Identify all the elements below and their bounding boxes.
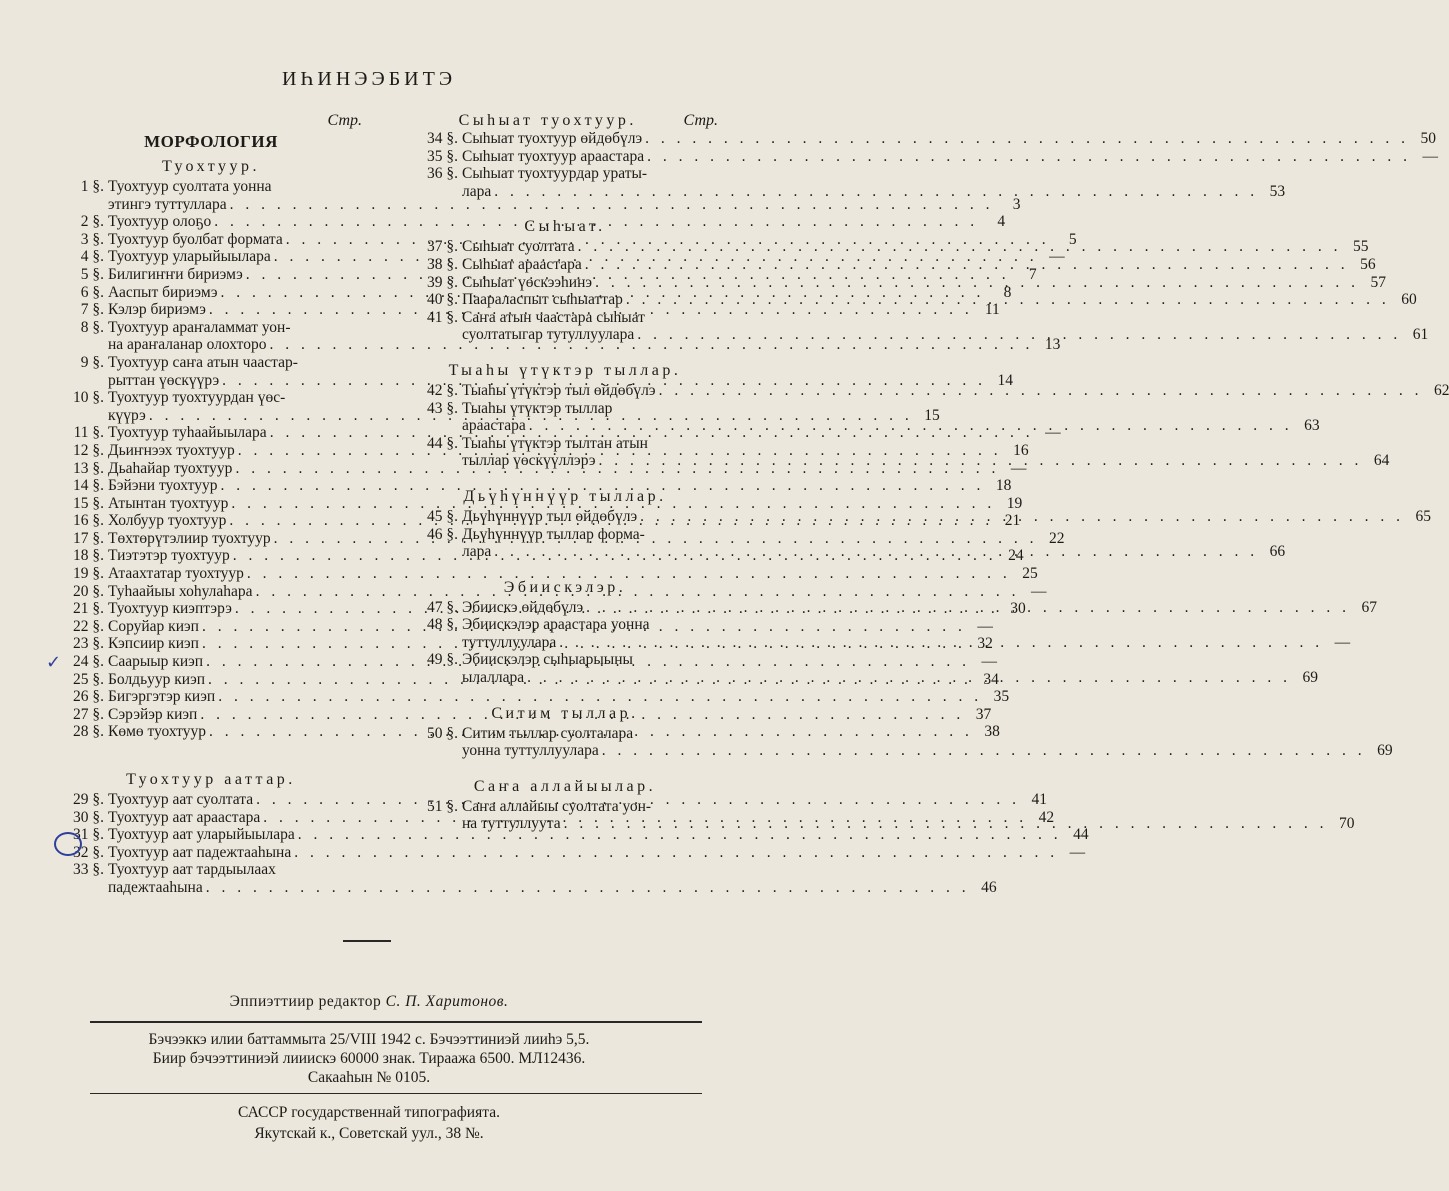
entry-line	[462, 669, 1318, 687]
section-heading: Эбиискэлэр.	[503, 578, 627, 596]
entry-page: 19	[1006, 494, 1023, 512]
entry-line-text: Туохтуур аат падежтааһына	[108, 843, 292, 861]
entry-number: 36 §.	[427, 165, 458, 183]
entry-line	[462, 815, 1354, 833]
entry-number: 44 §.	[427, 434, 458, 452]
page-label-left: Стр.	[327, 112, 362, 129]
entry-text	[462, 526, 1285, 561]
entry-number: 21 §.	[73, 600, 104, 618]
entry-text	[462, 165, 1285, 200]
entry-page: —	[981, 653, 997, 671]
entry-page: 61	[1412, 326, 1429, 344]
entry-line	[462, 651, 1318, 669]
entry-line-text: Туһаайыы хоһулаһара	[108, 582, 253, 600]
entry-number: 34 §.	[427, 130, 458, 147]
entry-page: 7	[1028, 265, 1037, 283]
toc-entry	[412, 165, 1286, 200]
entry-number: 19 §.	[73, 565, 104, 583]
leader-dots	[644, 148, 1411, 166]
entry-line-text: Сыһыат туохтуур өйдөбүлэ	[462, 130, 643, 147]
entry-number: 47 §.	[427, 598, 458, 616]
entry-page: 11	[984, 301, 1000, 319]
entry-line-text: Тыаһы үтүктэр тылтан атын	[462, 434, 648, 452]
entry-number: 25 §.	[73, 670, 104, 688]
editor-label: Эппиэттиир редактор	[229, 993, 382, 1010]
entry-page: 3	[1012, 195, 1021, 213]
entry-page: 42	[1038, 808, 1055, 826]
editor-name: С. П. Харитонов.	[385, 993, 509, 1010]
toc-entry	[412, 130, 1436, 148]
divider	[90, 1021, 702, 1023]
morphology-heading: МОРФОЛОГИЯ	[144, 132, 278, 151]
entry-line	[462, 148, 1438, 166]
editor-line	[0, 993, 738, 1011]
toc-entry	[60, 688, 1010, 706]
entry-number: 33 §.	[73, 861, 104, 879]
entry-line-text: Дьүһүннүүр тыллар форма-	[462, 525, 645, 543]
entry-page: —	[1030, 582, 1047, 600]
entry-page: —	[977, 617, 993, 635]
entry-line-text: Сыһыат үөскээһинэ	[462, 273, 593, 291]
entry-line-text: Сыһыат туохтуурдар ураты-	[462, 165, 648, 183]
entry-line-text: Туохтуур туохтуурдан үөс-	[108, 389, 286, 407]
entry-number: 50 §.	[427, 724, 458, 742]
entry-line	[462, 452, 1389, 470]
entry-line	[462, 274, 1386, 292]
toc-entry	[412, 291, 1417, 309]
entry-page: —	[1422, 147, 1439, 165]
entry-line	[462, 435, 1389, 453]
entry-line-text: Паараласпыт сыһыаттар	[462, 291, 623, 309]
entry-line-text: ылаллара	[462, 669, 525, 687]
entry-text	[462, 798, 1354, 833]
section-heading: Туохтуур ааттар.	[126, 771, 296, 788]
entry-text	[462, 274, 1386, 292]
entry-page: 64	[1373, 452, 1390, 470]
leader-dots	[642, 130, 1409, 148]
entry-line-text: тыллар үөскүүллэрэ	[462, 452, 596, 470]
entry-text	[462, 599, 1377, 617]
entry-line-text: Туохтуур саҥа атын чаастар-	[108, 353, 298, 371]
entry-line	[462, 798, 1354, 816]
entry-text	[462, 256, 1376, 274]
toc-entry	[412, 147, 1439, 166]
entry-line-text: Бигэргэтэр киэп	[108, 688, 216, 706]
entry-number: 10 §.	[73, 389, 104, 407]
entry-line-text: Соруйар киэп	[108, 617, 199, 635]
entry-line-text: Кэпсиир киэп	[108, 635, 199, 653]
entry-line-text: Сыһыат туохтуур араастара	[462, 147, 645, 165]
entry-page: 67	[1361, 598, 1378, 616]
print-line: Биир бэчээттиниэй лииискэ 60000 знак. Тираажа 6500. МЛ12436.	[152, 1050, 586, 1067]
entry-line	[462, 238, 1369, 256]
leader-dots	[203, 879, 970, 897]
entry-number: 5 §.	[80, 265, 104, 283]
toc-entry	[60, 843, 1086, 862]
entry-page: —	[1049, 248, 1065, 266]
leader-dots	[582, 256, 1349, 274]
leader-dots	[556, 634, 1323, 652]
entry-line-text: Билигиҥҥи бириэмэ	[108, 265, 243, 283]
page-title: ИҺИНЭЭБИТЭ	[281, 68, 457, 90]
entry-page: 13	[1044, 336, 1061, 354]
entry-number: 4 §.	[80, 248, 104, 266]
entry-line	[108, 844, 1085, 862]
print-info	[0, 1030, 738, 1087]
divider	[343, 940, 391, 942]
toc-entry	[412, 381, 1449, 400]
entry-line-text: Туохтуур аат тардыылаах	[108, 861, 276, 879]
leader-dots	[561, 815, 1328, 833]
entry-line-text: Атаахтатар туохтуур	[108, 565, 244, 583]
entry-page: 44	[1073, 826, 1089, 844]
section-heading: Сыһыат.	[524, 218, 606, 236]
entry-line	[462, 400, 1320, 418]
entry-number: 20 §.	[73, 582, 104, 600]
entry-line-text: Тиэтэтэр туохтуур	[108, 547, 230, 565]
entry-number: 30 §.	[73, 808, 104, 826]
section-heading: Сыһыат туохтуур.	[458, 112, 637, 129]
toc-entry	[60, 861, 997, 896]
entry-line-text: Сэрэйэр киэп	[108, 705, 198, 723]
entry-line-text: Туохтуур суолтата уонна	[108, 178, 272, 195]
entry-page: 16	[1013, 441, 1029, 459]
toc-entry	[412, 255, 1376, 274]
entry-line-text: лара	[462, 543, 492, 561]
entry-line-text: Холбуур туохтуур	[108, 512, 227, 530]
entry-page: 4	[997, 213, 1006, 231]
entry-line-text: лара	[462, 182, 492, 200]
entry-line-text: на туттуллуута	[462, 815, 561, 833]
leader-dots	[583, 599, 1350, 617]
entry-line-text: Дьүһүннүүр тыл өйдөбүлэ	[462, 507, 638, 525]
leader-dots	[634, 326, 1401, 344]
entry-number: 29 §.	[73, 791, 104, 808]
entry-line	[462, 256, 1376, 274]
entry-number: 49 §.	[427, 651, 458, 669]
entry-line-text: Бэйэни туохтуур	[108, 477, 218, 495]
entry-line	[462, 526, 1285, 544]
entry-number: 7 §.	[80, 301, 104, 319]
entry-page: 30	[1010, 600, 1026, 618]
entry-number: 27 §.	[73, 705, 104, 723]
entry-page: 8	[1003, 283, 1012, 301]
toc-entry	[60, 826, 1089, 844]
entry-number: 23 §.	[73, 635, 104, 653]
entry-line-text: Эбиискэ өйдөбүлэ	[462, 598, 584, 616]
entry-line-text: Тыаһы үтүктэр тыллар	[462, 399, 613, 417]
press-line: Якутскай к., Советскай уул., 38 №.	[254, 1125, 484, 1142]
entry-page: 62	[1433, 381, 1449, 399]
leader-dots	[491, 543, 1258, 561]
entry-line-text: Туохтуур олоҕо	[108, 213, 212, 231]
entry-number: 13 §.	[73, 459, 104, 477]
entry-line	[462, 543, 1285, 561]
entry-page: 35	[993, 688, 1010, 706]
entry-line-text: на араҥаланар олохторо	[108, 336, 267, 354]
entry-line-text: Дьиҥнээх туохтуур	[108, 441, 235, 459]
entry-text	[462, 309, 1428, 344]
entry-line-text: суолтатыгар тутуллуулара	[462, 326, 635, 344]
entry-number: 8 §.	[80, 318, 104, 336]
leader-dots	[637, 508, 1404, 526]
entry-page: 14	[997, 371, 1014, 389]
entry-line	[462, 382, 1449, 400]
entry-line-text: Эбиискэлэр араастара уонна	[462, 616, 650, 634]
entry-number: 9 §.	[80, 353, 104, 371]
entry-page: 24	[1008, 547, 1024, 565]
entry-number: 12 §.	[73, 441, 104, 459]
leader-dots	[575, 238, 1342, 256]
entry-text	[462, 616, 1350, 651]
toc-entry	[412, 238, 1369, 256]
leader-dots	[599, 742, 1366, 760]
entry-text	[462, 148, 1438, 166]
leader-dots	[623, 291, 1390, 309]
entry-line	[108, 861, 997, 879]
entry-line-text: Туохтуур туһаайыылара	[108, 424, 267, 442]
entry-line	[462, 130, 1436, 148]
entry-line	[462, 634, 1350, 652]
entry-number: 14 §.	[73, 477, 104, 495]
entry-number: 6 §.	[80, 283, 104, 301]
entry-text	[462, 291, 1417, 309]
entry-page: 66	[1269, 543, 1286, 561]
entry-line	[462, 183, 1285, 201]
entry-page: 57	[1370, 273, 1386, 291]
entry-number: 37 §.	[427, 238, 458, 256]
section-heading: Саҥа аллайыылар.	[473, 777, 657, 795]
entry-number: 22 §.	[73, 617, 104, 635]
entry-line-text: Тыаһы үтүктэр тыл өйдөбүлэ	[462, 381, 656, 399]
entry-number: 1 §.	[80, 178, 104, 195]
entry-number: 31 §.	[73, 826, 104, 844]
entry-text	[462, 651, 1318, 686]
entry-page: 53	[1269, 182, 1286, 200]
entry-number: 43 §.	[427, 399, 458, 417]
entry-text	[462, 435, 1389, 470]
entry-page: 34	[983, 670, 999, 688]
leader-dots	[491, 183, 1258, 201]
entry-line	[462, 309, 1428, 327]
entry-line-text: туттуллуулара	[462, 633, 557, 651]
entry-page: 55	[1353, 238, 1369, 256]
entry-page: 56	[1360, 255, 1376, 273]
entry-text	[462, 382, 1449, 400]
entry-line-text: Дьаһайар туохтуур	[108, 459, 233, 477]
entry-number: 51 §.	[427, 797, 458, 815]
entry-line-text: Ааспыт бириэмэ	[108, 283, 218, 301]
press-info	[0, 1102, 738, 1144]
entry-number: 32 §.	[73, 843, 104, 861]
entry-page: —	[1045, 424, 1061, 442]
entry-number: 41 §.	[427, 308, 458, 326]
entry-page: —	[1069, 843, 1086, 861]
entry-number: 48 §.	[427, 616, 458, 634]
entry-page: 69	[1302, 669, 1319, 687]
entry-page: 41	[1031, 791, 1047, 808]
entry-number: 26 §.	[73, 688, 104, 706]
entry-number: 35 §.	[427, 147, 458, 165]
entry-page: 37	[975, 705, 992, 723]
entry-line-text: этингэ туттуллара	[108, 195, 227, 213]
entry-number: 3 §.	[80, 230, 104, 248]
page-label-right: Стр.	[683, 112, 718, 129]
entry-text	[108, 844, 1085, 862]
entry-line	[462, 725, 1393, 743]
toc-entry	[412, 273, 1386, 292]
entry-line-text: Ситим тыллар суолталара	[462, 724, 634, 742]
toc-entry	[60, 565, 1038, 583]
entry-line-text: Туохтуур аат уларыйыылара	[108, 826, 295, 844]
entry-text	[462, 238, 1369, 256]
entry-line	[462, 508, 1431, 526]
entry-line-text: Көмө туохтуур	[108, 723, 207, 741]
entry-number: 39 §.	[427, 273, 458, 291]
entry-line-text: Эбиискэлэр сыһыарыыны	[462, 651, 633, 669]
entry-line-text: Туохтуур киэптэрэ	[108, 600, 232, 618]
entry-page: 15	[924, 406, 940, 424]
entry-page: 38	[984, 723, 1000, 741]
entry-line-text: Сыһыат араастара	[462, 255, 582, 273]
entry-number: 28 §.	[73, 723, 104, 741]
entry-line-text: Туохтуур араҥаламмат уон-	[108, 318, 291, 336]
entry-line-text: падежтааһына	[108, 878, 203, 896]
entry-line	[108, 879, 997, 897]
entry-line-text: Төхтөрүтэлиир туохтуур	[108, 529, 271, 547]
entry-number: 24 §.	[73, 653, 104, 671]
entry-line-text: күүрэ	[108, 406, 146, 424]
handwritten-circle-mark	[54, 832, 82, 856]
entry-line-text: Саҥа атын чаастара сыһыат	[462, 308, 645, 326]
leader-dots	[291, 844, 1058, 862]
entry-line-text: рыттан үөскүүрэ	[108, 371, 220, 389]
entry-page: 60	[1401, 291, 1417, 309]
entry-page: 70	[1338, 815, 1355, 833]
entry-page: 65	[1415, 507, 1431, 525]
entry-text	[462, 400, 1320, 435]
leader-dots	[656, 382, 1423, 400]
print-line: Сакааһын № 0105.	[307, 1069, 431, 1086]
entry-page: 69	[1377, 742, 1393, 760]
entry-number: 46 §.	[427, 525, 458, 543]
entry-page: 46	[981, 878, 997, 896]
entry-page: 63	[1304, 417, 1320, 435]
entry-line-text: Саарыыр киэп	[108, 653, 204, 671]
entry-line-text: Атынтан туохтуур	[108, 494, 229, 512]
press-line: САССР государственнай типографията.	[238, 1104, 500, 1121]
entry-line-text: Саҥа аллайыы суолтата уон-	[462, 797, 652, 815]
entry-line	[462, 616, 1350, 634]
entry-line-text: Туохтуур буолбат формата	[108, 230, 283, 248]
section-heading: Дьүһүннүүр тыллар.	[463, 487, 667, 505]
entry-page: 5	[1068, 230, 1077, 248]
leader-dots	[524, 669, 1291, 687]
entry-page: 50	[1420, 130, 1436, 147]
section-heading: Туохтуур.	[161, 158, 261, 175]
entry-line-text: Сыһыат суолтата	[462, 238, 575, 256]
entry-line-text: араастара	[462, 417, 526, 435]
entry-number: 18 §.	[73, 547, 104, 565]
toc-entry	[60, 477, 1012, 495]
leader-dots	[592, 274, 1359, 292]
entry-page: —	[1334, 633, 1351, 651]
entry-number: 16 §.	[73, 512, 104, 530]
entry-line	[462, 599, 1377, 617]
entry-text	[108, 861, 997, 896]
entry-line	[462, 417, 1320, 435]
entry-line	[462, 291, 1417, 309]
entry-page: 18	[995, 477, 1012, 495]
entry-page: 32	[977, 635, 993, 653]
leader-dots	[595, 452, 1362, 470]
divider	[90, 1093, 702, 1094]
entry-line-text: Болдьуур киэп	[108, 670, 206, 688]
entry-number: 17 §.	[73, 529, 104, 547]
entry-line	[462, 165, 1285, 183]
entry-number: 2 §.	[80, 213, 104, 231]
entry-line-text: Кэлэр бириэмэ	[108, 301, 206, 319]
entry-page: 21	[1004, 512, 1021, 530]
entry-line	[462, 326, 1428, 344]
entry-line-text: уонна туттуллуулара	[462, 742, 599, 760]
entry-text	[462, 725, 1393, 760]
entry-line-text: Туохтуур уларыйыылара	[108, 248, 271, 266]
entry-number: 11 §.	[73, 424, 104, 442]
entry-number: 45 §.	[427, 507, 458, 525]
entry-line-text: Туохтуур аат суолтата	[108, 791, 254, 808]
leader-dots	[526, 417, 1293, 435]
entry-number: 42 §.	[427, 381, 458, 399]
entry-page: 22	[1048, 529, 1065, 547]
entry-page: —	[1010, 459, 1027, 477]
section-heading: Ситим тыллар.	[491, 704, 639, 722]
entry-line	[462, 742, 1393, 760]
entry-text	[462, 508, 1431, 526]
toc-entry	[60, 178, 1021, 213]
section-heading: Тыаһы үтүктэр тыллар.	[448, 361, 682, 379]
entry-number: 15 §.	[73, 494, 104, 512]
entry-text	[462, 130, 1436, 148]
entry-number: 40 §.	[427, 291, 458, 309]
entry-line-text: Туохтуур аат араастара	[108, 808, 261, 826]
entry-number: 38 §.	[427, 255, 458, 273]
entry-page: 25	[1022, 565, 1038, 583]
handwritten-check-icon: ✓	[46, 652, 62, 673]
print-line: Бэчээккэ илии баттаммыта 25/VIII 1942 с. Бэчээттиниэй лииһэ 5,5.	[148, 1031, 590, 1048]
